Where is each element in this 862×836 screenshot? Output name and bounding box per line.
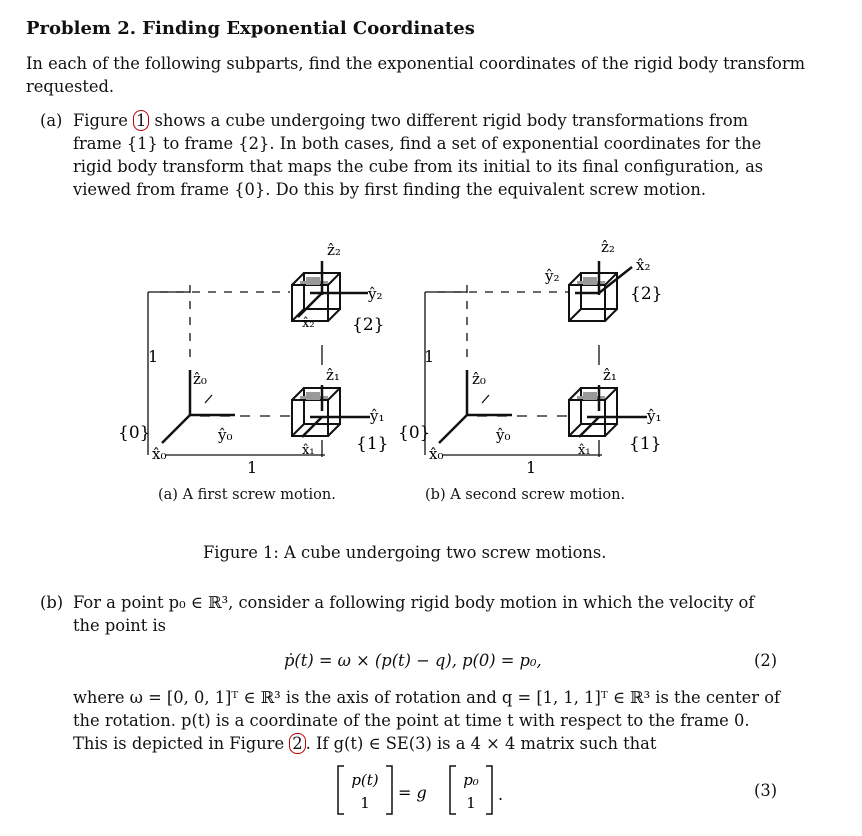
part-b-line-2: the point is: [73, 616, 167, 635]
label-frame1-b: {1}: [629, 434, 662, 454]
label-z1-b: ẑ₁: [603, 366, 617, 384]
subfigure-a-caption: (a) A first screw motion.: [158, 487, 336, 503]
part-b-line-3: where ω = [0, 0, 1]ᵀ ∈ ℝ³ is the axis of rotation and q = [1, 1, 1]ᵀ ∈ ℝ³ is the center of: [73, 688, 781, 707]
figure-1-ref-link[interactable]: 1: [133, 110, 149, 131]
figure-1-diagram: [0, 225, 862, 515]
intro-line-2: requested.: [26, 77, 115, 96]
equation-2: ṗ(t) = ω × (p(t) − q), p(0) = p₀,: [284, 651, 542, 670]
part-b-line-1: For a point p₀ ∈ ℝ³, consider a following rigid body motion in which the velocity of: [73, 593, 755, 612]
label-y1-b: ŷ₁: [647, 407, 662, 425]
figure-1-caption: Figure 1: A cube undergoing two screw motions.: [203, 543, 607, 562]
subfigure-a: [118, 241, 388, 477]
eq3-mid: = g: [398, 783, 427, 802]
part-a-line-3: rigid body transform that maps the cube from its initial to its final configuration, as: [73, 157, 764, 176]
label-frame0-b: {0}: [398, 423, 431, 443]
part-a-line-4: viewed from frame {0}. Do this by first finding the equivalent screw motion.: [73, 180, 706, 199]
eq3-top-right: p₀: [463, 771, 479, 789]
label-z0-b: ẑ₀: [472, 370, 486, 388]
label-one-horizontal-b: 1: [526, 458, 537, 477]
label-one-vertical-a: 1: [148, 347, 159, 366]
label-x1-a: x̂₁: [302, 443, 315, 458]
part-a-line-1-pre: Figure: [73, 111, 134, 130]
equation-2-number: (2): [754, 651, 778, 670]
part-a-line-1-post: shows a cube undergoing two different rigid body transformations from: [149, 111, 749, 130]
label-frame2-a: {2}: [352, 315, 385, 335]
eq3-period: .: [498, 785, 504, 804]
label-y2-b: ŷ₂: [545, 267, 560, 285]
label-frame2-b: {2}: [630, 284, 663, 304]
label-z2-a: ẑ₂: [327, 241, 341, 259]
label-y0-b: ŷ₀: [496, 426, 511, 444]
intro-line-1: In each of the following subparts, find the exponential coordinates of the rigid body transform: [26, 54, 806, 73]
label-y0-a: ŷ₀: [218, 426, 233, 444]
eq3-bot-right: 1: [466, 794, 476, 812]
label-x2-b: x̂₂: [636, 256, 651, 274]
subfigure-b: [398, 238, 662, 477]
label-one-vertical-b: 1: [424, 347, 435, 366]
label-z1-a: ẑ₁: [326, 366, 340, 384]
label-frame1-a: {1}: [356, 434, 389, 454]
part-b-line-5-post: . If g(t) ∈ SE(3) is a 4 × 4 matrix such that: [305, 734, 657, 753]
part-b-line-4: the rotation. p(t) is a coordinate of the point at time t with respect to the frame 0.: [73, 711, 750, 730]
figure-2-ref-link[interactable]: 2: [289, 733, 305, 754]
equation-3: [330, 762, 530, 822]
part-b-label: (b): [40, 593, 64, 612]
label-one-horizontal-a: 1: [247, 458, 258, 477]
eq3-bot-left: 1: [360, 794, 370, 812]
label-x2-a: x̂₂: [302, 316, 315, 331]
problem-title: Problem 2. Finding Exponential Coordinates: [26, 18, 475, 39]
eq3-top-left: p(t): [351, 771, 379, 789]
label-x1-b: x̂₁: [578, 443, 591, 458]
part-a-line-2: frame {1} to frame {2}. In both cases, find a set of exponential coordinates for the: [73, 134, 762, 153]
part-b-line-5-pre: This is depicted in Figure: [73, 734, 290, 753]
part-b-line-5: [73, 732, 656, 755]
part-a-label: (a): [40, 111, 63, 130]
part-a-line-1: [73, 109, 748, 132]
label-x0-a: x̂₀: [152, 445, 167, 463]
label-y2-a: ŷ₂: [368, 285, 383, 303]
label-z2-b: ẑ₂: [601, 238, 615, 256]
label-x0-b: x̂₀: [429, 445, 444, 463]
label-y1-a: ŷ₁: [370, 407, 385, 425]
subfigure-b-caption: (b) A second screw motion.: [425, 487, 626, 503]
equation-3-number: (3): [754, 781, 778, 800]
label-frame0-a: {0}: [118, 423, 151, 443]
label-z0-a: ẑ₀: [193, 370, 207, 388]
